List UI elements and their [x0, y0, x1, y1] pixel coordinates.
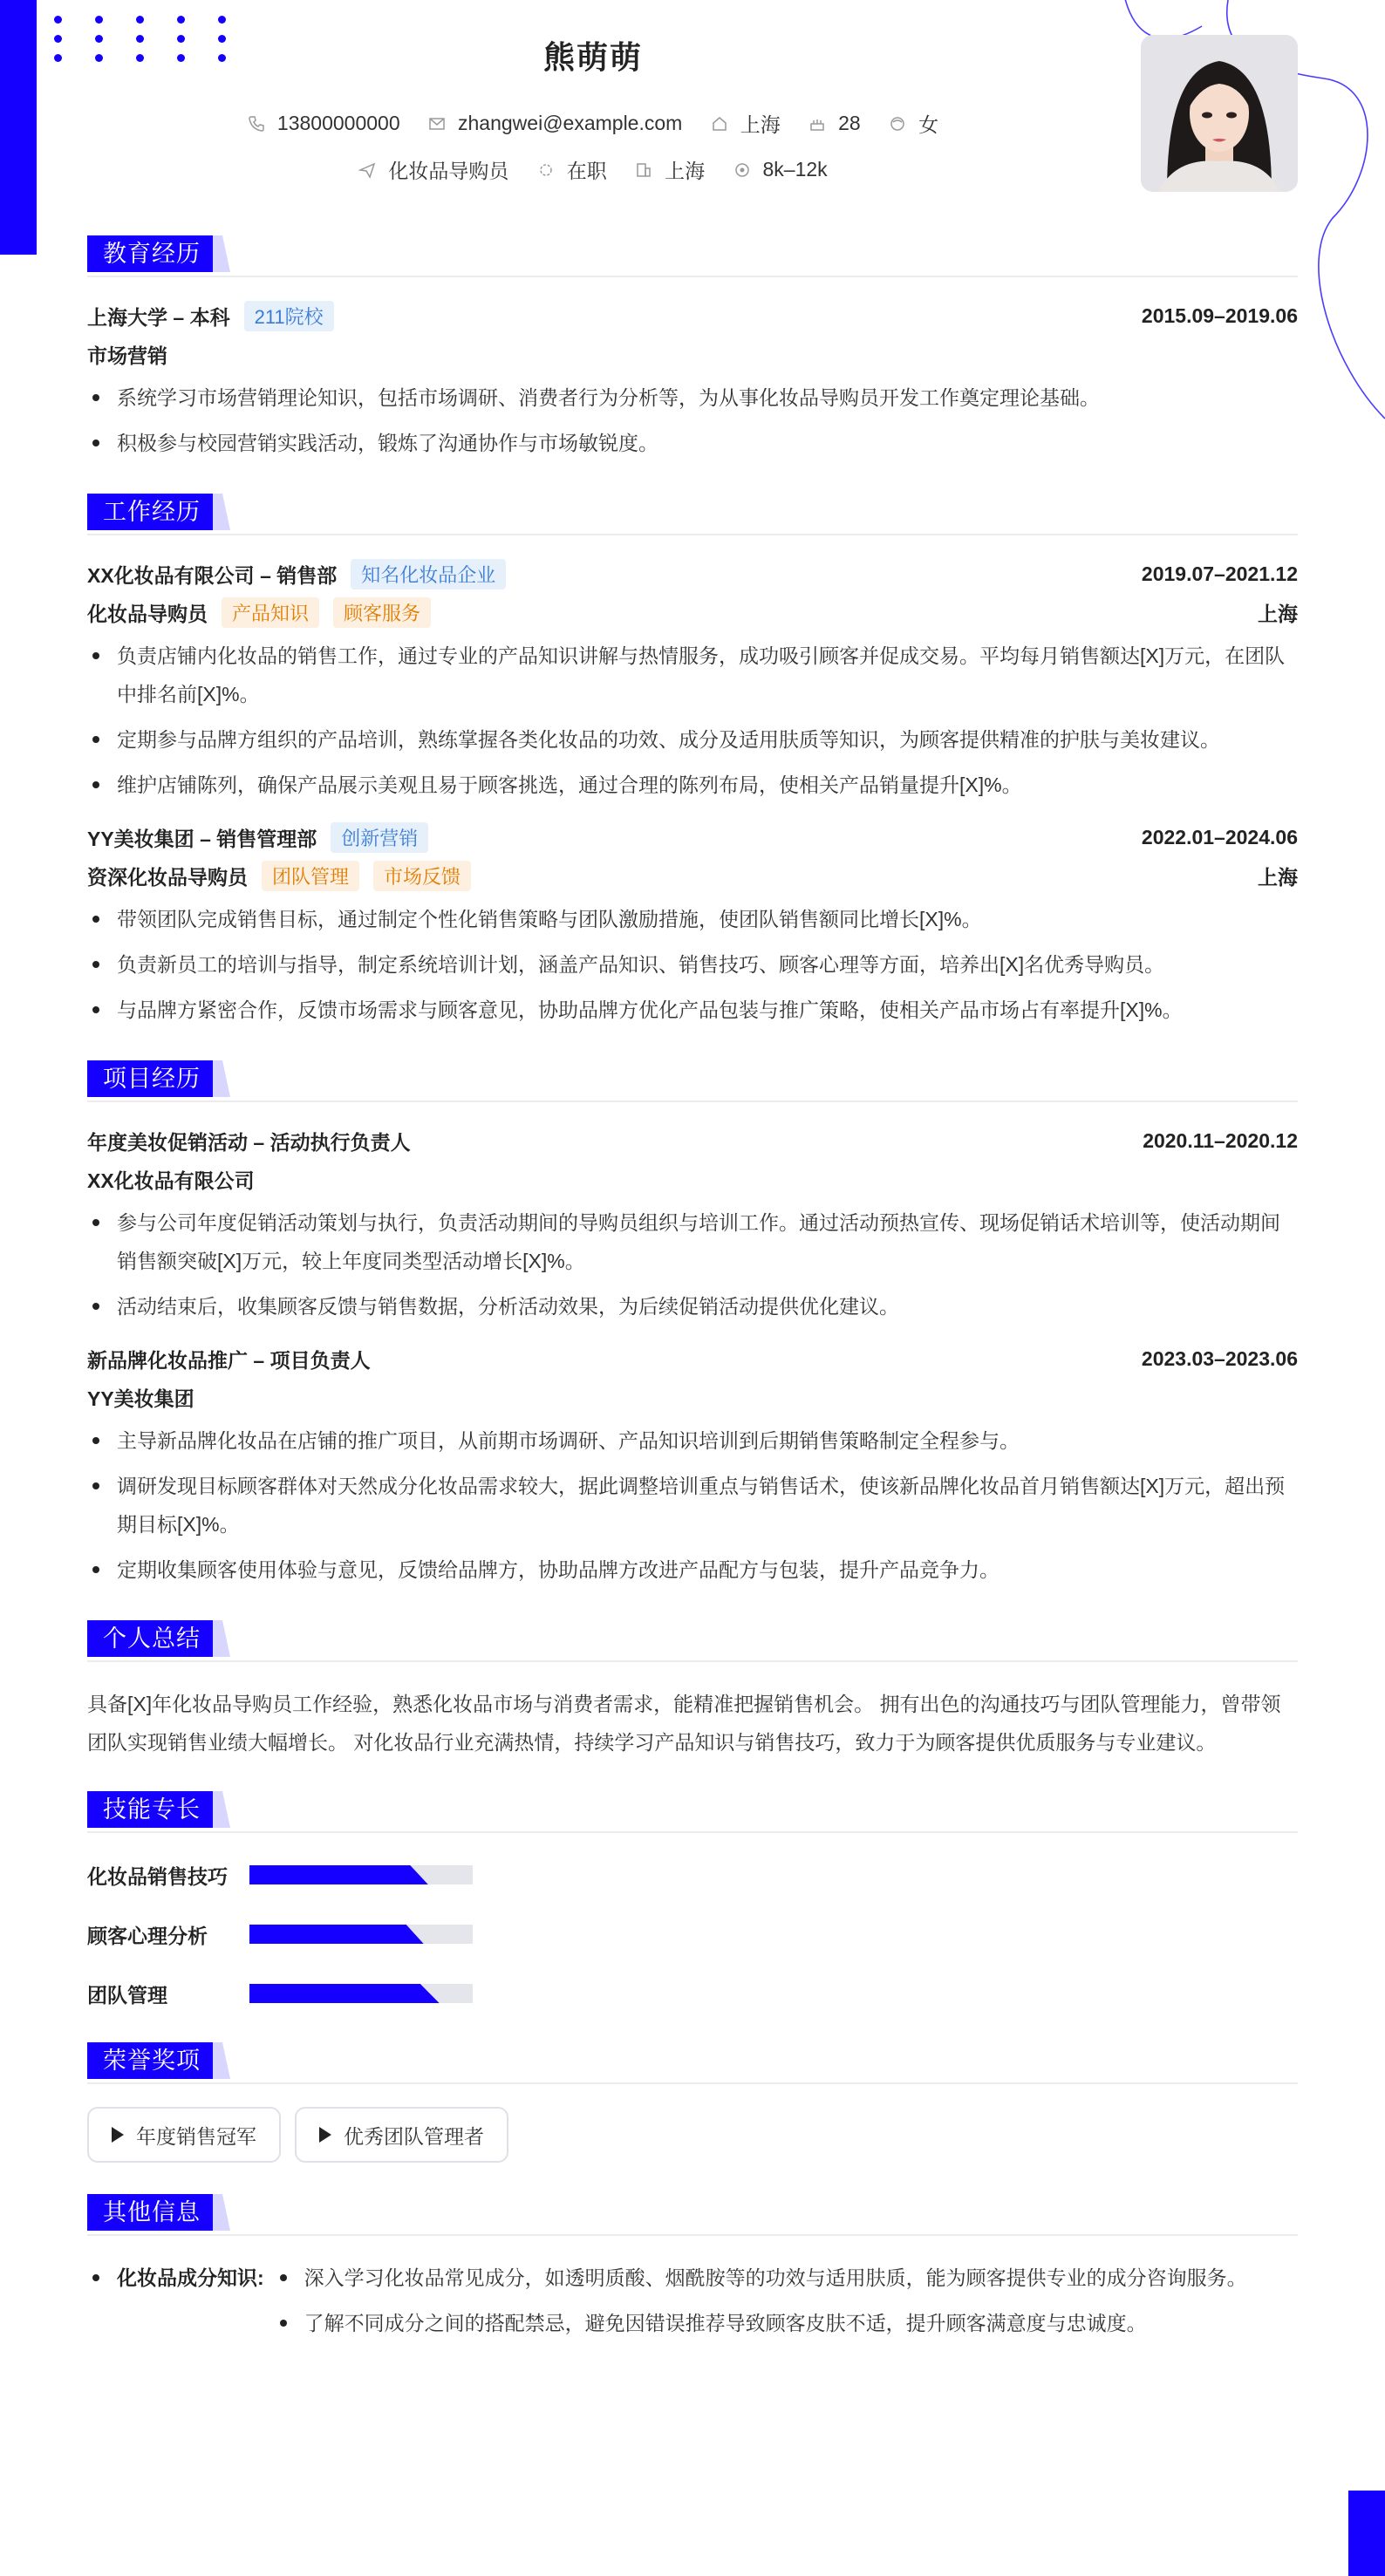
summary-title: 个人总结: [87, 1620, 216, 1657]
target-city-info: [635, 155, 705, 184]
company-name: XX化妆品有限公司 – 销售部: [87, 563, 338, 587]
projects-section: [87, 1060, 1298, 1589]
status-text: 在职: [566, 160, 607, 182]
city-text: 上海: [740, 113, 781, 136]
profile-photo: [1141, 35, 1298, 192]
phone-text: 13800000000: [276, 112, 400, 134]
education-bullets: [87, 378, 1298, 462]
skill-bar: [249, 1865, 473, 1884]
section-title-accent: [213, 235, 230, 272]
list-item: 负责店铺内化妆品的销售工作，通过专业的产品知识讲解与热情服务，成功吸引顾客并促成交易。平均每月销售额达[X]万元，在团队中排名前[X]%。: [87, 637, 1298, 713]
work-bullets: [87, 637, 1298, 804]
gender-text: 女: [918, 113, 939, 136]
skill-bar: [249, 1925, 473, 1944]
section-title-accent: [213, 1620, 230, 1657]
age-text: 28: [838, 112, 861, 134]
work-date: 2019.07–2021.12: [1141, 562, 1298, 585]
decorative-dot: [54, 54, 62, 62]
list-item: 活动结束后，收集顾客反馈与销售数据，分析活动效果，为后续促销活动提供优化建议。: [87, 1287, 1298, 1325]
section-title-accent: [213, 1791, 230, 1828]
section-title-accent: [213, 2194, 230, 2231]
list-item: 参与公司年度促销活动策划与执行，负责活动期间的导购员组织与培训工作。通过活动预热宣传、现场促销话术培训等，使活动期间销售额突破[X]万元，较上年度同类型活动增长[X]%。: [87, 1203, 1298, 1280]
section-header: [87, 494, 1298, 535]
education-title: 教育经历: [87, 235, 216, 272]
education-entry: [87, 300, 1298, 462]
list-item: 定期收集顾客使用体验与意见，反馈给品牌方，协助品牌方改进产品配方与包装，提升产品竞争力。: [87, 1550, 1298, 1589]
skill-item: [87, 1856, 701, 1894]
summary-section: [87, 1620, 1298, 1762]
skills-title: 技能专长: [87, 1791, 216, 1828]
list-item: 定期参与品牌方组织的产品培训，熟练掌握各类化妆品的功效、成分及适用肤质等知识，为顾客提供精准的护肤与美妆建议。: [87, 720, 1298, 759]
list-item: 系统学习市场营销理论知识，包括市场调研、消费者行为分析等，为从事化妆品导购员开发工作奠定理论基础。: [87, 378, 1298, 417]
skill-item: [87, 1974, 701, 2013]
project-entry: [87, 1125, 1298, 1325]
list-item: 带领团队完成销售目标，通过制定个性化销售策略与团队激励措施，使团队销售额同比增长[X]%。: [87, 900, 1298, 938]
target-city-text: 上海: [665, 160, 706, 182]
project-bullets: [87, 1421, 1298, 1589]
summary-text: 具备[X]年化妆品导购员工作经验，熟悉化妆品市场与消费者需求，能精准把握销售机会。 拥有出色的沟通技巧与团队管理能力，曾带领团队实现销售业绩大幅增长。 对化妆品行业充满热情，持续学习产品知识与销售技巧，致力于为顾客提供优质服务与专业建议。: [87, 1693, 1281, 1754]
phone-icon: [248, 115, 265, 133]
awards-list: [87, 2107, 1298, 2163]
person-icon: [889, 115, 906, 133]
job-role: 化妆品导购员: [87, 602, 208, 625]
other-title: 其他信息: [87, 2194, 216, 2231]
section-title-accent: [213, 1060, 230, 1097]
candidate-name: 熊萌萌: [542, 39, 643, 75]
project-title: 年度美妆促销活动 – 活动执行负责人: [87, 1130, 411, 1154]
bottom-right-accent-bar: [1348, 2491, 1385, 2576]
work-date: 2022.01–2024.06: [1141, 825, 1298, 848]
school-name: 上海大学 – 本科: [87, 305, 230, 329]
age-info: [808, 112, 861, 135]
other-bullets: [275, 2259, 1247, 2349]
awards-section: [87, 2042, 1298, 2163]
mail-icon: [428, 115, 446, 133]
major-name: 市场营销: [87, 344, 167, 367]
work-entry: [87, 558, 1298, 804]
school-tag: 211院校: [244, 301, 334, 331]
list-item: 了解不同成分之间的搭配禁忌，避免因错误推荐导致顾客皮肤不适，提升顾客满意度与忠诚度。: [275, 2304, 1247, 2342]
status-info: [537, 155, 607, 184]
status-icon: [537, 161, 555, 179]
skill-tag: 市场反馈: [373, 861, 471, 891]
work-location: 上海: [1258, 865, 1298, 889]
skill-bar: [249, 1984, 473, 2003]
skill-tag: 团队管理: [262, 861, 359, 891]
salary-info: [733, 158, 828, 181]
resume-page: [87, 0, 1298, 2349]
list-item: 维护店铺陈列，确保产品展示美观且易于顾客挑选，通过合理的陈列布局，使相关产品销量提升[X]%。: [87, 766, 1298, 804]
position-info: [358, 155, 508, 184]
section-title-accent: [213, 494, 230, 530]
salary-text: 8k–12k: [762, 158, 828, 181]
skill-level-fill: [249, 1865, 428, 1884]
job-role: 资深化妆品导购员: [87, 865, 248, 889]
list-item: 主导新品牌化妆品在店铺的推广项目，从前期市场调研、产品知识培训到后期销售策略制定全程参与。: [87, 1421, 1298, 1460]
skill-name: 团队管理: [87, 1983, 167, 2007]
award-chip: [295, 2107, 508, 2163]
project-entry: [87, 1343, 1298, 1589]
work-bullets: [87, 900, 1298, 1029]
position-text: 化妆品导购员: [388, 160, 509, 182]
portrait-illustration: [1141, 35, 1298, 192]
other-section: [87, 2194, 1298, 2349]
play-icon: [319, 2127, 331, 2143]
list-item: 积极参与校园营销实践活动，锻炼了沟通协作与市场敏锐度。: [87, 424, 1298, 462]
section-header: [87, 1791, 1298, 1833]
skill-level-fill: [249, 1925, 424, 1944]
skill-tag: 产品知识: [222, 597, 319, 628]
city-info: [711, 109, 781, 138]
home-icon: [711, 115, 728, 133]
company-name: YY美妆集团 – 销售管理部: [87, 827, 317, 850]
cake-icon: [808, 115, 826, 133]
work-title: 工作经历: [87, 494, 216, 530]
play-icon: [112, 2127, 124, 2143]
section-header: [87, 1060, 1298, 1102]
list-item: 深入学习化妆品常见成分，如透明质酸、烟酰胺等的功效与适用肤质，能为顾客提供专业的成分咨询服务。: [275, 2259, 1247, 2297]
list-item: 调研发现目标顾客群体对天然成分化妆品需求较大，据此调整培训重点与销售话术，使该新品牌化妆品首月销售额达[X]万元，超出预期目标[X]%。: [87, 1467, 1298, 1544]
education-section: [87, 235, 1298, 462]
email-text: zhangwei@example.com: [458, 112, 683, 134]
company-tag: 创新营销: [331, 822, 428, 853]
award-label: 优秀团队管理者: [344, 2124, 484, 2148]
decorative-dot: [54, 35, 62, 43]
other-info: [87, 2259, 1298, 2349]
decorative-dot: [54, 16, 62, 24]
section-header: [87, 2042, 1298, 2084]
building-icon: [635, 161, 652, 179]
project-date: 2023.03–2023.06: [1141, 1346, 1298, 1370]
list-item: 与品牌方紧密合作，反馈市场需求与顾客意见，协助品牌方优化产品包装与推广策略，使相关产品市场占有率提升[X]%。: [87, 991, 1298, 1029]
skill-name: 化妆品销售技巧: [87, 1864, 228, 1888]
job-intent-row: [87, 155, 1099, 184]
list-item: 负责新员工的培训与指导，制定系统培训计划，涵盖产品知识、销售技巧、顾客心理等方面，培养出[X]名优秀导购员。: [87, 945, 1298, 984]
other-label: 化妆品成分知识:: [87, 2259, 264, 2349]
section-header: [87, 2194, 1298, 2236]
work-section: [87, 494, 1298, 1029]
section-header: [87, 1620, 1298, 1662]
project-date: 2020.11–2020.12: [1143, 1128, 1298, 1152]
skill-name: 顾客心理分析: [87, 1924, 208, 1947]
send-icon: [358, 161, 376, 179]
section-header: [87, 235, 1298, 277]
contact-row: [87, 109, 1099, 138]
section-title-accent: [213, 2042, 230, 2079]
gender-info: [889, 109, 938, 138]
projects-title: 项目经历: [87, 1060, 216, 1097]
skill-level-fill: [249, 1984, 440, 2003]
work-location: 上海: [1258, 602, 1298, 625]
skills-section: [87, 1791, 1298, 2034]
project-title: 新品牌化妆品推广 – 项目负责人: [87, 1348, 371, 1372]
phone-info: [248, 112, 400, 135]
skill-item: [87, 1915, 701, 1953]
email-info: [428, 112, 682, 135]
project-org: YY美妆集团: [87, 1387, 194, 1410]
project-bullets: [87, 1203, 1298, 1325]
awards-title: 荣誉奖项: [87, 2042, 216, 2079]
education-date: 2015.09–2019.06: [1141, 303, 1298, 327]
award-label: 年度销售冠军: [136, 2124, 256, 2148]
company-tag: 知名化妆品企业: [351, 559, 506, 589]
resume-header: [87, 0, 1298, 201]
skills-list: [87, 1856, 1298, 2034]
award-chip: [87, 2107, 281, 2163]
left-accent-bar: [0, 0, 37, 255]
money-icon: [733, 161, 751, 179]
project-org: XX化妆品有限公司: [87, 1169, 255, 1192]
skill-tag: 顾客服务: [333, 597, 431, 628]
work-entry: [87, 821, 1298, 1029]
